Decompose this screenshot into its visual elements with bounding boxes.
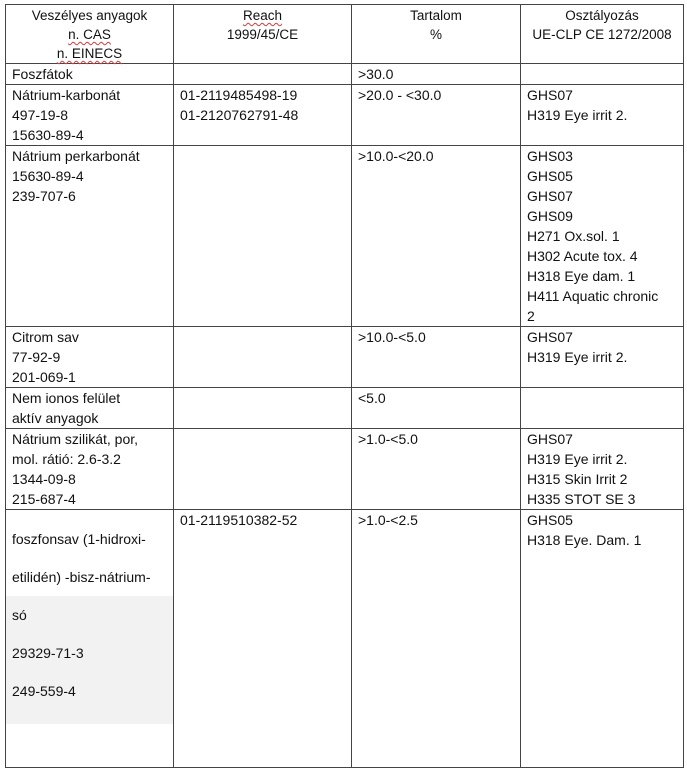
reach-cell [174, 327, 352, 388]
content-cell: >1.0-<5.0 [352, 429, 521, 510]
table-row [6, 64, 684, 85]
classification-cell [521, 64, 684, 85]
substance-cell: Nátrium szilikát, por, mol. rátió: 2.6-3.2 1344-09-8 215-687-4 [6, 429, 174, 510]
reach-cell: 01-2119510382-52 [174, 510, 352, 768]
content-cell: >30.0 [352, 64, 521, 85]
header-classification: Osztályozás UE-CLP CE 1272/2008 [521, 5, 684, 64]
content-cell: >10.0-<5.0 [352, 327, 521, 388]
reach-cell: 01-2119485498-19 01-2120762791-48 [174, 85, 352, 146]
content-cell: >1.0-<2.5 [352, 510, 521, 768]
substance-cell: Nátrium-karbonát 497-19-8 15630-89-4 [6, 85, 174, 146]
content-cell: <5.0 [352, 388, 521, 429]
reach-cell [174, 146, 352, 327]
substance-cell: Nem ionos felület aktív anyagok [6, 388, 174, 429]
reach-cell [174, 388, 352, 429]
table-header-row [6, 5, 684, 64]
classification-cell: GHS05 H318 Eye. Dam. 1 [521, 510, 684, 768]
classification-cell: GHS03 GHS05 GHS07 GHS09 H271 Ox.sol. 1 H302 Acute tox. 4 H318 Eye dam. 1 H411 Aquatic chronic 2 [521, 146, 684, 327]
table-row [6, 85, 684, 146]
table-row [6, 510, 684, 768]
header-reach: Reach 1999/45/CE [174, 5, 352, 64]
substance-cell: foszfonsav (1-hidroxi- etilidén) -bisz-nátrium- só 29329-71-3 249-559-4 [6, 510, 174, 768]
classification-cell [521, 388, 684, 429]
shaded-block: só 29329-71-3 249-559-4 [6, 596, 173, 724]
header-einecs-label: n. EINECS [56, 46, 123, 61]
table-row [6, 146, 684, 327]
classification-cell: GHS07 H319 Eye irrit 2. H315 Skin Irrit 2 H335 STOT SE 3 [521, 429, 684, 510]
header-substances: Veszélyes anyagok n. CAS n. EINECS [6, 5, 174, 64]
substance-cell: Citrom sav 77-92-9 201-069-1 [6, 327, 174, 388]
reach-cell [174, 429, 352, 510]
hazardous-substances-table [5, 4, 684, 768]
table-row [6, 429, 684, 510]
content-cell: >20.0 - <30.0 [352, 85, 521, 146]
content-cell: >10.0-<20.0 [352, 146, 521, 327]
reach-cell [174, 64, 352, 85]
classification-cell: GHS07 H319 Eye irrit 2. [521, 85, 684, 146]
table-row [6, 327, 684, 388]
classification-cell: GHS07 H319 Eye irrit 2. [521, 327, 684, 388]
substance-cell: Foszfátok [6, 64, 174, 85]
substance-cell: Nátrium perkarbonát 15630-89-4 239-707-6 [6, 146, 174, 327]
header-cas-label: n. CAS [68, 27, 111, 42]
table-row [6, 388, 684, 429]
header-content: Tartalom % [352, 5, 521, 64]
